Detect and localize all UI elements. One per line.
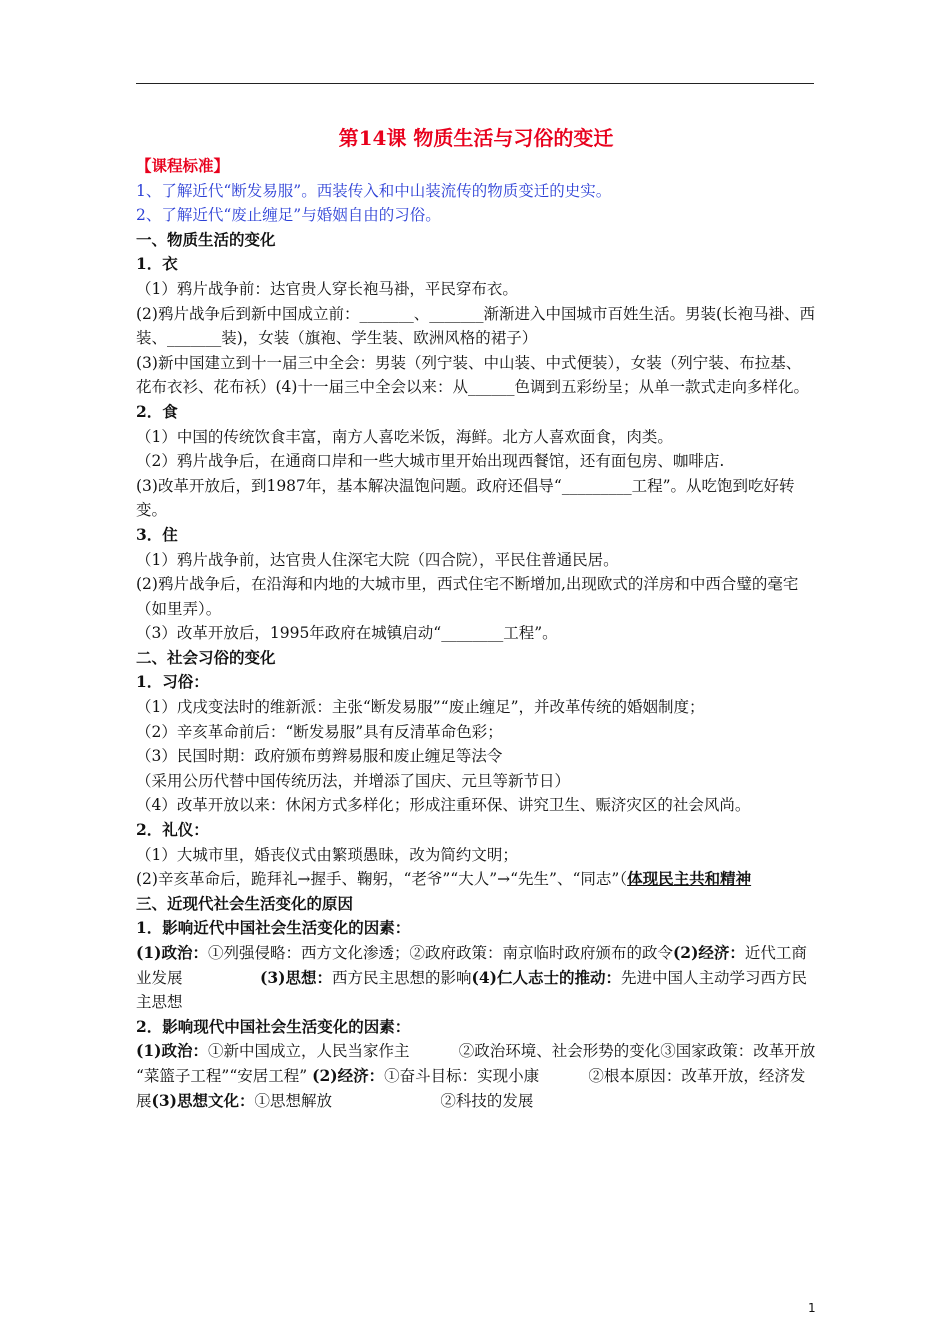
subsection-heading: 3．住 bbox=[136, 524, 178, 544]
page-title: 第14课 物质生活与习俗的变迁 bbox=[338, 126, 614, 150]
paragraph: (3)改革开放后，到1987年，基本解决温饱问题。政府还倡导“_________工程”。从吃饱到吃好转变。 bbox=[136, 476, 795, 520]
factor-text: ①新中国成立，人民当家作主 ②政治环境、社会形势的变化③国家政策：改革开放 “菜篮子工程”“安居工程” bbox=[136, 1042, 821, 1085]
paragraph: （1）大城市里，婚丧仪式由繁琐愚昧，改为简约文明； bbox=[136, 845, 518, 864]
paragraph: （1）戊戌变法时的维新派：主张“断发易服”“废止缠足”，并改革传统的婚姻制度； bbox=[136, 698, 705, 717]
factor-text: 近代工商业发展 bbox=[136, 944, 807, 987]
paragraph: （1）中国的传统饮食丰富，南方人喜吃米饭，海鲜。北方人喜欢面食，肉类。 bbox=[136, 427, 673, 446]
page-number: 1 bbox=[808, 1301, 816, 1315]
paragraph: （2）辛亥革命前后：“断发易服”具有反清革命色彩； bbox=[136, 722, 503, 741]
factor-label: (3)思想文化： bbox=[151, 1090, 255, 1110]
subsection-heading: 2．食 bbox=[136, 401, 178, 421]
factor-label: (3)思想： bbox=[260, 967, 332, 987]
paragraph: (2)鸦片战争后到新中国成立前：_______、_______渐渐进入中国城市百姓生活。男装(长袍马褂、西装、_______装)，女装（旗袍、学生装、欧洲风格的裙子） bbox=[136, 304, 816, 348]
paragraph: (3)新中国建立到十一届三中全会：男装（列宁装、中山装、中式便装），女装（列宁装、布拉基、花布衣衫、花布袄）(4)十一届三中全会以来：从______色调到五彩纷呈；从单一款式走向多样化。 bbox=[136, 353, 809, 397]
subsection-heading: 1．衣 bbox=[136, 254, 178, 274]
section-heading: 三、近现代社会生活变化的原因 bbox=[136, 893, 354, 913]
standard-item: 1、了解近代“断发易服”。西装传入和中山装流传的物质变迁的史实。 bbox=[136, 181, 612, 200]
factor-text: ①列强侵略：西方文化渗透；②政府政策：南京临时政府颁布的政令 bbox=[207, 944, 673, 962]
paragraph: （1）鸦片战争前，达官贵人住深宅大院（四合院），平民住普通民居。 bbox=[136, 550, 619, 569]
etiquette-text: (2)辛亥革命后，跪拜礼→握手、鞠躬，“老爷”“大人”→“先生”、“同志”（ bbox=[136, 870, 628, 889]
standard-item: 2、了解近代“废止缠足”与婚姻自由的习俗。 bbox=[136, 206, 441, 225]
factor-label: (1)政治： bbox=[136, 1041, 208, 1061]
emphasis-text: 体现民主共和精神 bbox=[627, 869, 752, 889]
paragraph: （2）鸦片战争后，在通商口岸和一些大城市里开始出现西餐馆，还有面包房、咖啡店. bbox=[136, 452, 725, 471]
section-heading: 二、社会习俗的变化 bbox=[136, 647, 276, 667]
paragraph: (2)鸦片战争后，在沿海和内地的大城市里，西式住宅不断增加,出现欧式的洋房和中西合璧的毫宅（如里弄）。 bbox=[136, 575, 799, 618]
standard-label: 【课程标准】 bbox=[136, 156, 230, 175]
section-heading: 一、物质生活的变化 bbox=[136, 229, 276, 249]
paragraph bbox=[136, 941, 816, 1015]
subsection-heading: 1．影响近代中国社会生活变化的因素： bbox=[136, 918, 411, 938]
factor-text: ①思想解放 ②科技的发展 bbox=[254, 1091, 534, 1110]
paragraph: （4）改革开放以来：休闲方式多样化；形成注重环保、讲究卫生、赈济灾区的社会风尚。 bbox=[136, 796, 751, 815]
factor-label: (2)经济： bbox=[312, 1065, 385, 1085]
factor-text: 先进中国人主动学习西方民主思想 bbox=[136, 968, 807, 1012]
paragraph: （采用公历代替中国传统历法，并增添了国庆、元旦等新节日） bbox=[136, 771, 571, 790]
factor-label: (4)仁人志士的推动： bbox=[471, 967, 621, 987]
subsection-heading: 1．习俗： bbox=[136, 672, 209, 692]
subsection-heading: 2．影响现代中国社会生活变化的因素： bbox=[136, 1016, 411, 1036]
header-rule bbox=[136, 83, 814, 84]
paragraph bbox=[136, 1039, 821, 1113]
paragraph: （1）鸦片战争前：达官贵人穿长袍马褂，平民穿布衣。 bbox=[136, 279, 518, 298]
factor-text: 西方民主思想的影响 bbox=[331, 968, 472, 987]
paragraph: （3）民国时期：政府颁布剪辫易服和废止缠足等法令 bbox=[136, 747, 503, 766]
factor-label: (2)经济： bbox=[672, 943, 745, 962]
factor-text: ①奋斗目标：实现小康 ②根本原因：改革开放，经济发展 bbox=[136, 1066, 806, 1110]
paragraph: （3）改革开放后，1995年政府在城镇启动“________工程”。 bbox=[136, 624, 558, 643]
factor-label: (1)政治： bbox=[136, 943, 208, 962]
subsection-heading: 2．礼仪： bbox=[136, 820, 209, 840]
document-body bbox=[136, 118, 821, 1113]
paragraph bbox=[136, 867, 816, 892]
